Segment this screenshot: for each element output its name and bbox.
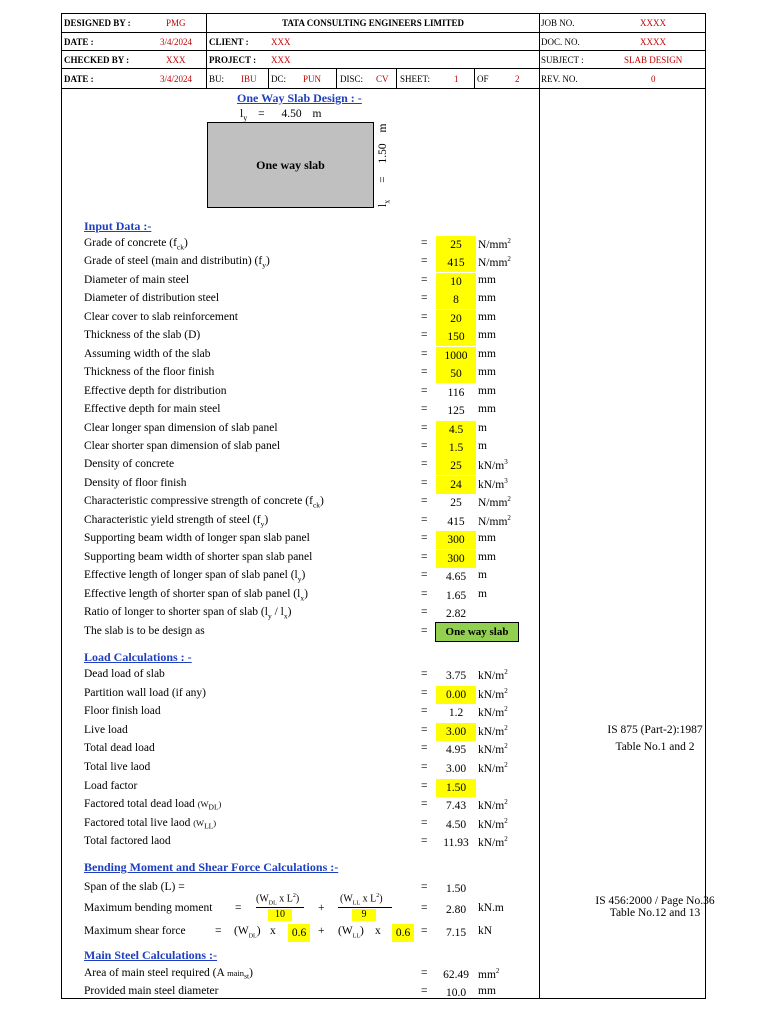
row-label: Provided main steel diameter: [84, 985, 219, 997]
project-value: XXX: [271, 55, 291, 65]
equals-sign: =: [421, 292, 428, 305]
row-label: Grade of concrete $(f_{ck})$: [84, 237, 188, 252]
row-value: 3.00: [436, 723, 476, 741]
row-unit: $kN/m^2$: [478, 742, 508, 757]
row-label: Load factor: [84, 779, 138, 792]
moment-label: Maximum bending moment: [84, 902, 213, 914]
table-row: [0, 328, 540, 346]
fraction-2-numerator: ($W_{LL}$ x $L^2$): [340, 893, 383, 907]
row-value: 4.65: [445, 571, 467, 584]
table-row: [0, 723, 540, 741]
table-row: [0, 550, 540, 568]
bu-label: BU:: [209, 74, 225, 84]
row-value: 4.95: [445, 744, 467, 757]
equals-sign: =: [421, 779, 428, 792]
checked-by-label: CHECKED BY :: [64, 55, 130, 65]
fraction-2-denominator: 9: [352, 909, 376, 921]
section-bending-shear: Bending Moment and Shear Force Calculations :-: [84, 860, 339, 874]
equals-sign: =: [421, 273, 428, 286]
disc-label: DISC:: [340, 74, 364, 84]
equals-sign: =: [421, 798, 428, 811]
row-label: Grade of steel (main and distributin) $(f_y)$: [84, 255, 270, 270]
date-value: 3/4/2024: [160, 37, 193, 47]
table-row: [0, 291, 540, 309]
equals-sign: =: [421, 606, 428, 618]
moment-eq: =: [235, 902, 242, 914]
row-value: 1.65: [445, 589, 467, 602]
load-ref-line-1: IS 875 (Part-2):1987: [607, 724, 703, 736]
equals-sign: =: [421, 881, 428, 893]
row-unit: $kN/m^2$: [478, 761, 508, 775]
row-value: 11.93: [443, 837, 469, 850]
row-value: 1.2: [448, 707, 464, 720]
row-unit: mm: [478, 985, 496, 997]
shear-value: 7.15: [445, 927, 467, 939]
of-value: 2: [515, 74, 520, 84]
table-row: [0, 760, 540, 778]
row-value: 3.00: [445, 763, 467, 775]
row-label: Clear longer span dimension of slab panel: [84, 421, 278, 434]
row-value: 1000: [436, 347, 476, 365]
equals-sign: =: [421, 403, 428, 416]
page-title: One Way Slab Design : -: [237, 91, 362, 105]
slab-label: One way slab: [256, 157, 325, 172]
doc-no-label: DOC. NO.: [541, 37, 580, 47]
multiply-sign: x: [375, 925, 381, 937]
subject-value: SLAB DESIGN: [624, 55, 683, 65]
table-row: [0, 421, 540, 439]
row-value: 1.5: [436, 439, 476, 457]
row-label: Partition wall load (if any): [84, 686, 206, 699]
equals-sign: =: [421, 421, 428, 434]
shear-eq: =: [215, 925, 222, 937]
table-row: [0, 816, 540, 834]
row-value: 2.82: [445, 608, 467, 620]
bending-reference-note: [541, 895, 768, 919]
dc-label: DC:: [271, 74, 287, 84]
equals-sign: =: [421, 458, 428, 471]
row-label: Effective length of shorter span of slab panel $(l_x)$: [84, 587, 308, 602]
date2-label: DATE :: [64, 74, 94, 84]
table-row: [0, 457, 540, 475]
row-value: 25: [436, 236, 476, 254]
row-value: 25: [450, 497, 462, 510]
rev-no-label: REV. NO.: [541, 74, 578, 84]
equals-sign: =: [421, 686, 428, 699]
row-label: Diameter of main steel: [84, 273, 190, 286]
job-no-label: JOB NO.: [541, 18, 575, 28]
shear-term-1: $(W_{DL})$: [234, 925, 261, 940]
load-reference-note: [541, 724, 768, 753]
row-unit: mm: [478, 550, 496, 563]
equals-sign: =: [421, 742, 428, 755]
row-label: Factored total dead load $(W_{DL})$: [84, 798, 222, 812]
row-value: 4.5: [436, 421, 476, 439]
row-unit: $kN/m^2$: [478, 723, 508, 738]
load-ref-line-2: Table No.1 and 2: [615, 741, 695, 753]
doc-no-value: XXXX: [640, 37, 666, 47]
section-input-data: Input Data :-: [84, 219, 152, 233]
plus-sign: +: [318, 925, 325, 937]
row-label: Characteristic compressive strength of concrete $(f_{ck})$: [84, 495, 324, 510]
row-value: 3.75: [445, 670, 467, 682]
equals-sign: =: [421, 587, 428, 600]
row-value: 0.00: [436, 686, 476, 704]
of-label: OF: [477, 74, 489, 84]
table-row: [0, 384, 540, 402]
row-value: 62.49: [443, 969, 469, 981]
client-label: CLIENT :: [209, 37, 249, 47]
row-label: Dead load of slab: [84, 668, 165, 680]
row-label: Live load: [84, 723, 128, 736]
date2-value: 3/4/2024: [160, 74, 193, 84]
row-unit: m: [478, 569, 487, 582]
row-value: 25: [436, 457, 476, 475]
row-unit: $kN/m^2$: [478, 668, 508, 682]
row-label: Diameter of distribution steel: [84, 292, 220, 305]
span-label: Span of the slab (L) =: [84, 881, 185, 893]
equals-sign: =: [421, 705, 428, 718]
checked-by-value: XXX: [166, 55, 186, 65]
fraction-2-bar: [338, 907, 392, 908]
row-unit: mm: [478, 532, 496, 545]
sheet-value: 1: [454, 74, 459, 84]
table-row: [0, 310, 540, 328]
row-label: Total dead load: [84, 742, 155, 755]
row-unit: m: [478, 421, 487, 434]
row-unit: m: [478, 587, 487, 600]
row-value: 7.43: [445, 800, 467, 813]
row-label: Effective depth for main steel: [84, 403, 221, 416]
bending-ref-line-1: IS 456:2000 / Page No.36: [595, 895, 715, 907]
row-value: 10.0: [445, 987, 467, 999]
row-label: Density of floor finish: [84, 476, 187, 489]
row-label: Clear shorter span dimension of slab panel: [84, 439, 281, 452]
equals-sign: =: [421, 723, 428, 736]
row-unit: $N/mm^2$: [478, 255, 511, 270]
equals-sign: =: [421, 668, 428, 680]
equals-sign: =: [421, 925, 428, 937]
row-label: Ratio of longer to shorter span of slab $(l_y / l_x)$: [84, 606, 292, 621]
span-value: 1.50: [445, 883, 467, 895]
row-value: 10: [436, 273, 476, 291]
row-unit: mm: [478, 403, 496, 416]
job-no-value: XXXX: [640, 18, 666, 28]
row-label: Characteristic yield strength of steel $(f_y)$: [84, 513, 269, 529]
row-unit: mm: [478, 384, 496, 397]
shear-row: [0, 924, 540, 942]
row-unit: mm: [478, 292, 496, 305]
fraction-1-denominator: 10: [268, 909, 292, 921]
fraction-1-bar: [256, 907, 304, 908]
row-unit: m: [478, 439, 487, 452]
equals-sign: =: [421, 761, 428, 773]
table-row: [0, 494, 540, 512]
equals-sign: =: [421, 384, 428, 397]
equals-sign: =: [421, 569, 428, 582]
row-unit: $kN/m^2$: [478, 686, 508, 701]
equals-sign: =: [421, 550, 428, 563]
row-unit: $mm^2$: [478, 967, 500, 981]
bu-value: IBU: [241, 74, 257, 84]
row-value: 116: [447, 386, 465, 399]
bending-ref-line-2: Table No.12 and 13: [609, 907, 701, 919]
table-row: [0, 966, 540, 984]
equals-sign: =: [421, 967, 428, 979]
table-row: [0, 984, 540, 1002]
section-load-calculations: Load Calculations : -: [84, 650, 192, 664]
row-label: Thickness of the slab (D): [84, 329, 201, 342]
row-value: 300: [436, 531, 476, 549]
moment-value: 2.80: [445, 904, 467, 916]
shear-label: Maximum shear force: [84, 925, 186, 937]
row-label: Total live laod: [84, 761, 151, 773]
row-unit: $N/mm^2$: [478, 495, 511, 510]
row-unit: mm: [478, 347, 496, 360]
row-label: Supporting beam width of longer span slab panel: [84, 532, 310, 545]
project-label: PROJECT :: [209, 55, 257, 65]
row-value: 415: [436, 254, 476, 272]
table-row: [0, 476, 540, 494]
equals-sign: =: [421, 237, 428, 249]
client-value: XXX: [271, 37, 291, 47]
table-row: [0, 587, 540, 605]
row-unit: mm: [478, 310, 496, 323]
table-row: [0, 513, 540, 531]
equals-sign: =: [421, 816, 428, 829]
table-row: [0, 605, 540, 623]
row-label: Effective depth for distribution: [84, 384, 227, 397]
row-label: Factored total live laod $(W_{LL})$: [84, 816, 217, 831]
row-value: 50: [436, 365, 476, 383]
equals-sign: =: [421, 366, 428, 379]
table-row: [0, 402, 540, 420]
rev-no-value: 0: [651, 74, 656, 84]
table-row: [0, 834, 540, 852]
row-value: 8: [436, 291, 476, 309]
row-value: 300: [436, 550, 476, 568]
row-label: Clear cover to slab reinforcement: [84, 310, 238, 323]
moment-unit: kN.m: [478, 902, 504, 914]
shear-coefficient-1: 0.6: [288, 924, 310, 942]
date-label: DATE :: [64, 37, 94, 47]
row-label: Thickness of the floor finish: [84, 366, 215, 379]
row-label: Supporting beam width of shorter span slab panel: [84, 550, 313, 563]
disc-value: CV: [376, 74, 389, 84]
row-label: Floor finish load: [84, 705, 161, 718]
designed-by-label: DESIGNED BY :: [64, 18, 131, 28]
row-unit: $kN/m^2$: [478, 835, 508, 850]
row-label: Effective length of longer span of slab panel $(l_y)$: [84, 569, 306, 584]
equals-sign: =: [421, 532, 428, 545]
row-label: Total factored laod: [84, 835, 171, 848]
row-unit: $kN/m^2$: [478, 798, 508, 813]
multiply-sign: x: [270, 925, 276, 937]
row-unit: mm: [478, 366, 496, 379]
equals-sign: =: [421, 310, 428, 323]
section-main-steel: Main Steel Calculations :-: [84, 948, 217, 962]
row-unit: $kN/m^3$: [478, 458, 508, 473]
row-value: 125: [447, 405, 465, 418]
moment-row: [0, 893, 540, 920]
shear-term-2: $(W_{LL})$: [338, 925, 364, 940]
equals-sign: =: [421, 476, 428, 489]
row-unit: $kN/m^2$: [478, 816, 508, 831]
row-unit: $kN/m^3$: [478, 476, 508, 491]
equals-sign: =: [421, 902, 428, 914]
lx-dimension: $l_x = 1.50$ m: [377, 123, 392, 207]
table-row: [0, 667, 540, 685]
row-unit: $N/mm^2$: [478, 237, 511, 251]
table-row: [0, 531, 540, 549]
row-value: 1.50: [436, 779, 476, 797]
row-unit: $kN/m^2$: [478, 705, 508, 720]
fraction-1-numerator: ($W_{DL}$ x $L^2$): [256, 893, 300, 907]
table-row: [0, 273, 540, 291]
row-unit: mm: [478, 273, 496, 286]
equals-sign: =: [421, 625, 428, 637]
equals-sign: =: [421, 439, 428, 452]
dc-value: PUN: [303, 74, 322, 84]
design-as-result: One way slab: [435, 622, 519, 642]
table-row: [0, 568, 540, 586]
equals-sign: =: [421, 255, 428, 268]
company-name: TATA CONSULTING ENGINEERS LIMITED: [282, 18, 464, 28]
table-row: [0, 779, 540, 797]
row-label: Assuming width of the slab: [84, 347, 211, 360]
table-row: [0, 236, 540, 254]
equals-sign: =: [421, 835, 428, 848]
designed-by-value: PMG: [166, 18, 186, 28]
table-row: [0, 704, 540, 722]
row-unit: mm: [478, 329, 496, 342]
slab-rectangle: [207, 122, 374, 208]
table-row: [0, 797, 540, 815]
row-label: Density of concrete: [84, 458, 175, 471]
design-as-label: The slab is to be design as: [84, 625, 205, 637]
equals-sign: =: [421, 495, 428, 508]
table-row: [0, 347, 540, 365]
ly-dimension: $l_y = 4.50$ m: [240, 108, 322, 123]
design-as-row: [0, 624, 540, 642]
row-value: 24: [436, 476, 476, 494]
equals-sign: =: [421, 347, 428, 360]
row-value: 415: [447, 515, 465, 528]
table-row: [0, 741, 540, 759]
subject-label: SUBJECT :: [541, 55, 584, 65]
equals-sign: =: [421, 513, 428, 526]
row-label: Area of main steel required (A main$_{st}$): [84, 967, 253, 981]
row-value: 150: [436, 328, 476, 346]
table-row: [0, 254, 540, 272]
row-value: 20: [436, 310, 476, 328]
table-row: [0, 365, 540, 383]
equals-sign: =: [421, 329, 428, 342]
shear-coefficient-2: 0.6: [392, 924, 414, 942]
row-unit: $N/mm^2$: [478, 513, 511, 528]
row-value: 4.50: [445, 818, 467, 831]
table-row: [0, 439, 540, 457]
table-row: [0, 686, 540, 704]
plus-sign: +: [318, 902, 325, 914]
equals-sign: =: [421, 985, 428, 997]
sheet-label: SHEET:: [400, 74, 431, 84]
shear-unit: kN: [478, 925, 493, 937]
